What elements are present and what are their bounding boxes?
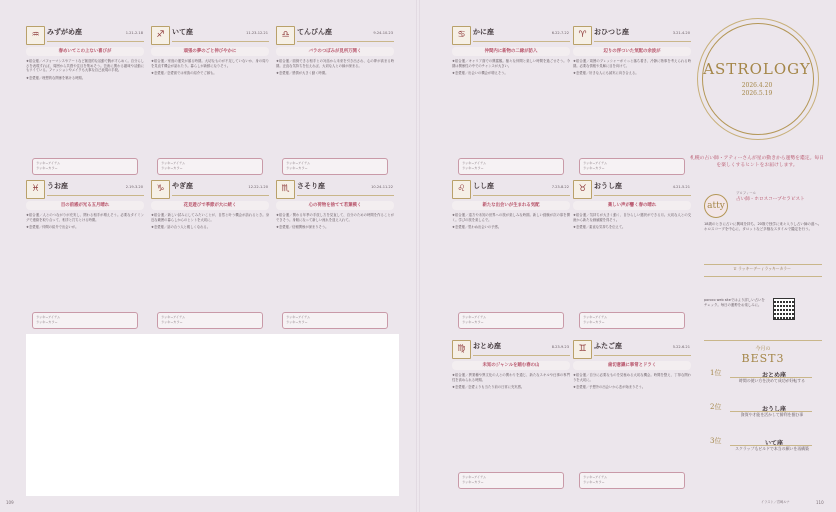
sign-dates: 5.22-6.21 bbox=[672, 345, 690, 349]
card-headline: 辺りの浮ついた気配の余波が bbox=[573, 47, 691, 56]
card-header bbox=[151, 180, 269, 198]
fortune-text: ★総合運／遠方や未知の世界への旅が楽しみな時期。新しい経験が次の扉を開く。学びの旅を楽しんで。 bbox=[452, 213, 570, 222]
card-header bbox=[26, 26, 144, 44]
qr-code-icon bbox=[773, 298, 795, 320]
sign-name: やぎ座 bbox=[172, 182, 193, 190]
lucky-box bbox=[458, 312, 564, 329]
love-text: ★恋愛運／出会いの機会が増えそう。 bbox=[452, 71, 508, 76]
card-headline: 未知のジャンルを踏む春の山 bbox=[452, 361, 570, 370]
card-header bbox=[452, 180, 570, 198]
lucky-box bbox=[157, 312, 263, 329]
fortune-text: ★総合運／家庭の運気が頭る時期。大切なものが不足していないか、身の周りを見直す機会が訪れたり。暮らしが新鮮になりそう。 bbox=[151, 59, 269, 68]
best3-header: 今月の BEST3 bbox=[741, 346, 785, 365]
sign-dates: 6.22-7.22 bbox=[551, 31, 569, 35]
best3-rank: 2位 bbox=[710, 403, 722, 411]
zodiac-icon: ♐ bbox=[151, 26, 170, 45]
card-headline: 花見遊びで季節が大に続く bbox=[151, 201, 269, 210]
zodiac-icon: ♍ bbox=[452, 340, 471, 359]
card-headline: バラのつぼみが見所万開く bbox=[276, 47, 394, 56]
horoscope-card bbox=[276, 180, 394, 331]
divider bbox=[47, 195, 144, 196]
love-text: ★恋愛運／信頼関係が深まりそう。 bbox=[276, 225, 329, 230]
card-header bbox=[573, 26, 691, 44]
sign-name: ふたご座 bbox=[594, 342, 622, 350]
divider bbox=[730, 445, 812, 446]
horoscope-card bbox=[151, 180, 269, 331]
zodiac-icon: ♉ bbox=[573, 180, 592, 199]
love-text: ★恋愛運／話の合う人と親しくなれる。 bbox=[151, 225, 211, 230]
card-headline: 頑張の夢のごと伸びやかに bbox=[151, 47, 269, 56]
horoscope-card bbox=[573, 180, 691, 331]
lucky-color: ラッキーカラー bbox=[36, 166, 58, 170]
love-text: ★恋愛運／思わぬ出会いの予感。 bbox=[452, 225, 502, 230]
love-text: ★恋愛運／素直な気持ちを伝えて。 bbox=[573, 225, 626, 230]
sign-name: しし座 bbox=[473, 182, 494, 190]
sign-dates: 7.23-8.22 bbox=[551, 185, 569, 189]
best3-desc: 時間の使い方を決めて成功が好転する bbox=[738, 378, 806, 383]
lucky-color: ラッキーカラー bbox=[583, 320, 605, 324]
divider bbox=[473, 355, 570, 356]
sign-name: うお座 bbox=[47, 182, 68, 190]
lucky-item: ラッキーアイテム bbox=[286, 161, 311, 165]
sign-dates: 4.21-5.21 bbox=[672, 185, 690, 189]
astrology-subtitle: 札幌の占い師・アティーさんが星の動きから運勢を鑑定。毎日を楽しくするヒントをお届けします。 bbox=[690, 156, 824, 168]
sign-name: かに座 bbox=[473, 28, 494, 36]
lucky-box bbox=[458, 158, 564, 175]
horoscope-card bbox=[26, 180, 144, 331]
profile-link: ロ ラッキーデー / ラッキーカラー bbox=[733, 266, 791, 271]
astrology-ring bbox=[702, 23, 814, 135]
lucky-color: ラッキーカラー bbox=[161, 166, 183, 170]
lucky-item: ラッキーアイテム bbox=[36, 161, 61, 165]
best3-item bbox=[710, 368, 818, 404]
zodiac-icon: ♋ bbox=[452, 26, 471, 45]
gutter bbox=[416, 0, 420, 512]
page-number-left: 109 bbox=[6, 500, 14, 505]
divider bbox=[47, 41, 144, 42]
divider bbox=[594, 195, 691, 196]
best3-desc: 資質や才能を活かして勝利を掴む事 bbox=[740, 412, 804, 417]
best3-sign: おうし座 bbox=[761, 406, 786, 413]
lucky-box bbox=[32, 312, 138, 329]
lucky-color: ラッキーカラー bbox=[36, 320, 58, 324]
card-header bbox=[452, 340, 570, 358]
sign-dates: 2.19-3.20 bbox=[125, 185, 143, 189]
card-headline: 春めいてこの上ない喜びが bbox=[26, 47, 144, 56]
sign-dates: 11.23-12.21 bbox=[246, 31, 268, 35]
best3-sign: おとめ座 bbox=[761, 372, 786, 379]
lucky-item: ラッキーアイテム bbox=[462, 161, 487, 165]
card-header bbox=[573, 180, 691, 198]
illustration-credit: イラスト／宮崎ルナ bbox=[761, 500, 790, 504]
love-text: ★恋愛運／仲間の紹介で出会いが。 bbox=[26, 225, 79, 230]
sign-dates: 10.24-11.22 bbox=[371, 185, 393, 189]
lucky-color: ラッキーカラー bbox=[583, 480, 605, 484]
sign-dates: 1.21-2.18 bbox=[125, 31, 143, 35]
zodiac-icon: ♌ bbox=[452, 180, 471, 199]
fortune-text: ★総合運／人とのつながりが充実し、関わる相手が増えそう。必要なタイミングで連絡を取り合って、相手と打ちとける時期。 bbox=[26, 213, 144, 222]
card-header bbox=[573, 340, 691, 358]
lucky-color: ラッキーカラー bbox=[462, 166, 484, 170]
lucky-item: ラッキーアイテム bbox=[583, 161, 608, 165]
zodiac-icon: ♏ bbox=[276, 180, 295, 199]
divider bbox=[297, 195, 394, 196]
best3-rank: 3位 bbox=[710, 437, 722, 445]
astrology-dates: 2026.4.20 2026.5.19 bbox=[741, 82, 773, 97]
best3-rank: 1位 bbox=[710, 369, 722, 377]
lucky-color: ラッキーカラー bbox=[161, 320, 183, 324]
fortune-text: ★総合運／新しい試みにしてみたいことが、自然と叶う機会が訪れるとき。身近な範囲の暮らしからのヒントを大切に。 bbox=[151, 213, 269, 222]
card-header bbox=[26, 180, 144, 198]
lucky-box bbox=[282, 158, 388, 175]
lucky-color: ラッキーカラー bbox=[462, 320, 484, 324]
lucky-item: ラッキーアイテム bbox=[583, 475, 608, 479]
sign-dates: 3.21-4.20 bbox=[672, 31, 690, 35]
lucky-item: ラッキーアイテム bbox=[36, 315, 61, 319]
divider bbox=[730, 411, 812, 412]
card-headline: 薬しい声が響く春の晴れ bbox=[573, 201, 691, 210]
card-header bbox=[276, 26, 394, 44]
best3-item bbox=[710, 402, 818, 438]
fortune-text: ★総合運／周囲のプレッシャーがぐっと落ち着き、冷静に物事を考えられる時期。必要な情報や見解に目を向けて。 bbox=[573, 59, 691, 68]
web-promo: poroco web siteではより詳しい占いをチェック。毎日の運勢をお楽しみに。 bbox=[704, 298, 765, 307]
fortune-text: ★総合運／キャリア面での興奮観。様々な仲間と楽しい時間を過ごせそう。今期は関係性の中でのチャンスが大きい。 bbox=[452, 59, 570, 68]
sign-name: おうし座 bbox=[594, 182, 622, 190]
horoscope-card bbox=[573, 26, 691, 177]
sign-name: おとめ座 bbox=[473, 342, 501, 350]
profile-body: 18歳のときに占いに興味を持ち、20歳で独学に来々入りし占い師の道へ。ホロスコープを中心に、タロットなど多様なスタイルで鑑定を行う。 bbox=[704, 222, 822, 231]
card-header bbox=[276, 180, 394, 198]
lucky-item: ラッキーアイテム bbox=[161, 161, 186, 165]
lucky-box bbox=[32, 158, 138, 175]
lucky-box bbox=[157, 158, 263, 175]
sign-dates: 9.24-10.23 bbox=[373, 31, 393, 35]
card-header bbox=[151, 26, 269, 44]
card-headline: 心の荷物を捨てて若葉模く bbox=[276, 201, 394, 210]
horoscope-card bbox=[151, 26, 269, 177]
horoscope-card bbox=[452, 340, 570, 491]
lucky-item: ラッキーアイテム bbox=[286, 315, 311, 319]
best3-sign: いて座 bbox=[764, 440, 783, 447]
lucky-item: ラッキーアイテム bbox=[462, 315, 487, 319]
horoscope-card bbox=[452, 180, 570, 331]
card-headline: 新たな出会いが生まれる気配 bbox=[452, 201, 570, 210]
lucky-item: ラッキーアイテム bbox=[583, 315, 608, 319]
love-text: ★恋愛運／恋愛よりも当たり前の日常に充実感。 bbox=[452, 385, 525, 390]
lucky-box bbox=[458, 472, 564, 489]
sign-name: いて座 bbox=[172, 28, 193, 36]
sign-dates: 12.22-1.20 bbox=[248, 185, 268, 189]
fortune-text: ★総合運／関わる年季の手放し方を見直して、自分のための時間を作ることができそう。身軽になって新しい流れを迎え入れて。 bbox=[276, 213, 394, 222]
lucky-color: ラッキーカラー bbox=[286, 320, 308, 324]
zodiac-icon: ♓ bbox=[26, 180, 45, 199]
lucky-box bbox=[579, 312, 685, 329]
fortune-text: ★総合運／自分に必要なものを見極める大切な機会。時間を整え、丁寧な関わりを大切に。 bbox=[573, 373, 691, 382]
profile-title: 占い師・ホロスコープセラピスト bbox=[736, 197, 805, 202]
fortune-text: ★総合運／面倒できる相手との対話から未来を引き出され、心の夢が高まる時期。正直な気持ちを伝えれば、大切な人との縁が深まる。 bbox=[276, 59, 394, 68]
best3-item bbox=[710, 436, 818, 472]
sign-dates: 8.23-9.23 bbox=[551, 345, 569, 349]
sign-name: みずがめ座 bbox=[47, 28, 82, 36]
lucky-box bbox=[579, 472, 685, 489]
divider bbox=[704, 264, 822, 265]
card-header bbox=[452, 26, 570, 44]
sign-name: おひつじ座 bbox=[594, 28, 629, 36]
fortune-text: ★総合運／異業種や異文化の人との関わりを通じ、新たなスキルや仕事の専門性を高められる時期。 bbox=[452, 373, 570, 382]
divider bbox=[730, 377, 812, 378]
horoscope-card bbox=[573, 340, 691, 491]
lucky-box bbox=[282, 312, 388, 329]
sign-name: さそり座 bbox=[297, 182, 325, 190]
divider bbox=[594, 41, 691, 42]
card-headline: 目の前感が光る五月晴れ bbox=[26, 201, 144, 210]
blank-ad-area bbox=[26, 334, 399, 496]
zodiac-icon: ♈ bbox=[573, 26, 592, 45]
divider bbox=[473, 195, 570, 196]
zodiac-icon: ♑ bbox=[151, 180, 170, 199]
divider bbox=[704, 276, 822, 277]
horoscope-card bbox=[276, 26, 394, 177]
lucky-color: ラッキーカラー bbox=[462, 480, 484, 484]
sign-name: てんびん座 bbox=[297, 28, 332, 36]
lucky-color: ラッキーカラー bbox=[583, 166, 605, 170]
card-headline: 歯切意識に事常とドラく bbox=[573, 361, 691, 370]
lucky-item: ラッキーアイテム bbox=[161, 315, 186, 319]
lucky-box bbox=[579, 158, 685, 175]
love-text: ★恋愛運／予想外の出会いから恋が始まりそう。 bbox=[573, 385, 646, 390]
divider bbox=[473, 41, 570, 42]
astrology-title: ASTROLOGY bbox=[703, 60, 811, 78]
love-text: ★恋愛運／恋愛面では家族の紹介でご縁も。 bbox=[151, 71, 217, 76]
love-text: ★恋愛運／感情が大きく動く時期。 bbox=[276, 71, 329, 76]
divider bbox=[704, 340, 822, 341]
horoscope-card bbox=[26, 26, 144, 177]
fortune-text: ★総合運／パフォーマンスやアートなど創造的な活動で腕が才らめく。自分らしさを表現すれば、周囲から共感や注目を集めそう。芸術に関わる趣味や活動にもツイている。ファッションやメイクも大事な自己表現の手段。 bbox=[26, 59, 144, 73]
divider bbox=[172, 41, 269, 42]
zodiac-icon: ♊ bbox=[573, 340, 592, 359]
lucky-color: ラッキーカラー bbox=[286, 166, 308, 170]
page-number-right: 110 bbox=[816, 500, 824, 505]
divider bbox=[594, 355, 691, 356]
fortune-text: ★総合運／気持ちが大きく動く、自分らしい選択ができる月。大切な人との交流から新たな価値観を得そう。 bbox=[573, 213, 691, 222]
best3-desc: スクラップもビルドで本当の願いを再構築 bbox=[735, 446, 809, 451]
profile-name: atty bbox=[704, 194, 728, 218]
love-text: ★恋愛運／理想的な関係を築ける時期。 bbox=[26, 75, 86, 80]
divider bbox=[297, 41, 394, 42]
zodiac-icon: ♒ bbox=[26, 26, 45, 45]
divider bbox=[172, 195, 269, 196]
card-headline: 仲間内に新物の二縁が訪入 bbox=[452, 47, 570, 56]
lucky-item: ラッキーアイテム bbox=[462, 475, 487, 479]
love-text: ★恋愛運／好きな人にも誠実に向き合える。 bbox=[573, 71, 639, 76]
horoscope-card bbox=[452, 26, 570, 177]
zodiac-icon: ♎ bbox=[276, 26, 295, 45]
profile-label: プロフィール bbox=[736, 191, 757, 195]
